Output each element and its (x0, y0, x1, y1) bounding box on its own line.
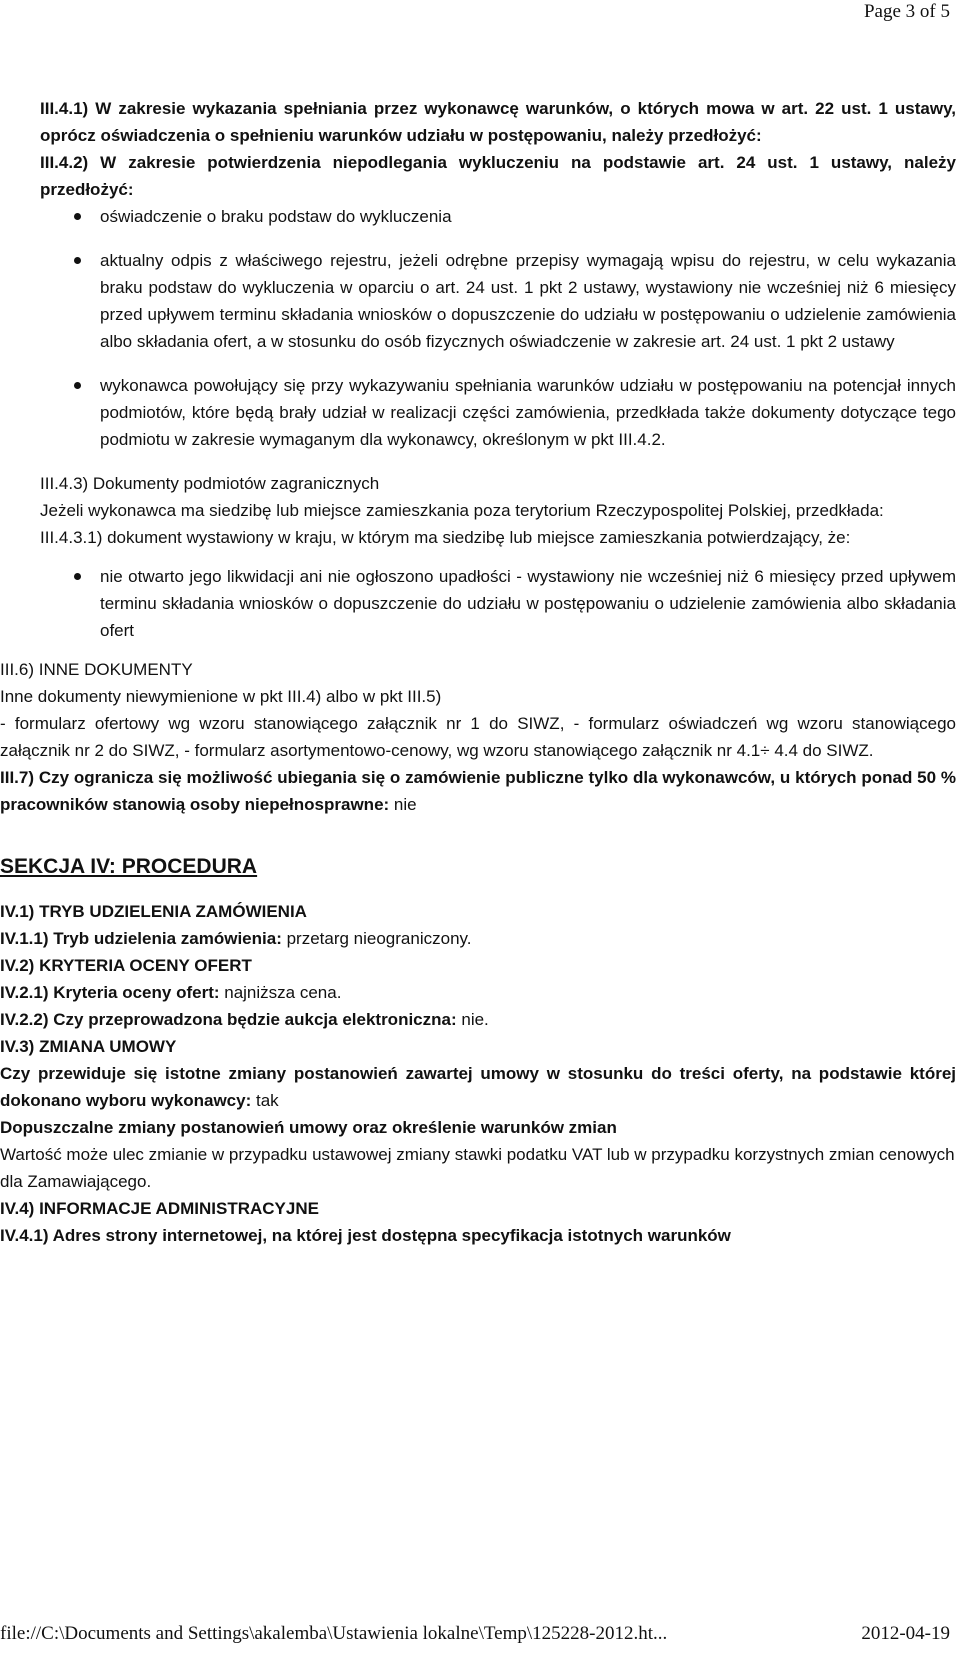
page-footer (0, 1622, 960, 1646)
para-foreign-entities: Jeżeli wykonawca ma siedzibę lub miejsce zamieszkania poza terytorium Rzeczypospolitej Polskiej, przedkłada: (40, 501, 884, 520)
para-iii-6: III.6) INNE DOKUMENTY (0, 660, 193, 679)
list-item: oświadczenie o braku podstaw do wykluczenia (40, 203, 956, 230)
para-other-docs: Inne dokumenty niewymienione w pkt III.4) albo w pkt III.5) (0, 687, 442, 706)
para-iv-2-1 (0, 979, 956, 1006)
bullet-list-foreign (40, 563, 956, 644)
para-forms-list: - formularz ofertowy wg wzoru stanowiącego załącznik nr 1 do SIWZ, - formularz oświadczeń wg wzoru stanowiącego załącznik nr 2 do SIWZ, - formularz asortymentowo-cenowy, wg wzoru stanowiącego załącznik nr 4.1÷ 4.4 do SIWZ. (0, 714, 956, 760)
field-value: nie (389, 795, 417, 814)
field-label: Czy przewiduje się istotne zmiany postanowień zawartej umowy w stosunku do treści oferty, na podstawie której dokonano wyboru wykonawcy: (0, 1064, 956, 1110)
heading-iv-2: IV.2) KRYTERIA OCENY OFERT (0, 956, 252, 975)
page-number: Page 3 of 5 (863, 1, 950, 22)
para-value-change: Wartość może ulec zmianie w przypadku ustawowej zmiany stawki podatku VAT lub w przypadku korzystnych zmian cenowych dla Zamawiającego. (0, 1145, 955, 1191)
para-iii-4-3-1: III.4.3.1) dokument wystawiony w kraju, w którym ma siedzibę lub miejsce zamieszkania potwierdzający, że: (40, 528, 851, 547)
heading-allowed-changes: Dopuszczalne zmiany postanowień umowy oraz określenie warunków zmian (0, 1118, 617, 1137)
field-label: IV.2.2) Czy przeprowadzona będzie aukcja elektroniczna: (0, 1010, 457, 1029)
para-iii-7 (0, 764, 956, 818)
para-iv-1-1 (0, 925, 956, 952)
document-body (0, 95, 956, 1249)
section-iii-4-block (0, 95, 956, 644)
list-item: aktualny odpis z właściwego rejestru, jeżeli odrębne przepisy wymagają wpisu do rejestru, w celu wykazania braku podstaw do wykluczenia w oparciu o art. 24 ust. 1 pkt 2 ustawy, wystawiony nie wcześniej niż 6 miesięcy przed upływem terminu składania wniosków o dopuszczenie do udziału w postępowaniu o udzielenie zamówienia albo składania ofert, a w stosunku do osób fizycznych oświadczenie w zakresie art. 24 ust. 1 pkt 2 ustawy (40, 247, 956, 355)
heading-iv-1: IV.1) TRYB UDZIELENIA ZAMÓWIENIA (0, 902, 307, 921)
field-value: przetarg nieograniczony. (281, 929, 472, 948)
file-path: file://C:\Documents and Settings\akalemba\Ustawienia lokalne\Temp\125228-2012.ht... (0, 1623, 668, 1644)
field-value: nie. (456, 1010, 489, 1029)
section-title: SEKCJA IV: PROCEDURA (0, 855, 258, 878)
field-value: tak (251, 1091, 279, 1110)
para-iii-4-1: III.4.1) W zakresie wykazania spełniania przez wykonawcę warunków, o których mowa w art. 22 ust. 1 ustawy, oprócz oświadczenia o spełnieniu warunków udziału w postępowaniu, należy przedłożyć: (40, 99, 956, 145)
print-date: 2012-04-19 (861, 1623, 950, 1644)
field-label: III.7) Czy ogranicza się możliwość ubiegania się o zamówienie publiczne tylko dla wykonawców, u których ponad 50 % pracowników stanowią osoby niepełnosprawne: (0, 768, 956, 814)
para-iv-4-1: IV.4.1) Adres strony internetowej, na której jest dostępna specyfikacja istotnych warunków (0, 1226, 731, 1245)
field-label: IV.1.1) Tryb udzielenia zamówienia: (0, 929, 282, 948)
field-value: najniższa cena. (219, 983, 342, 1002)
heading-iv-3: IV.3) ZMIANA UMOWY (0, 1037, 177, 1056)
field-label: IV.2.1) Kryteria oceny ofert: (0, 983, 220, 1002)
list-item: nie otwarto jego likwidacji ani nie ogłoszono upadłości - wystawiony nie wcześniej niż 6 miesięcy przed upływem terminu składania wniosków o dopuszczenie do udziału w postępowaniu o udzielenie zamówienia albo składania ofert (40, 563, 956, 644)
list-item: wykonawca powołujący się przy wykazywaniu spełniania warunków udziału w postępowaniu na potencjał innych podmiotów, które będą brały udział w realizacji części zamówienia, przedkłada także dokumenty dotyczące tego podmiotu w zakresie wymaganym dla wykonawcy, określonym w pkt III.4.2. (40, 372, 956, 453)
para-iv-2-2 (0, 1006, 956, 1033)
para-contract-changes (0, 1060, 956, 1114)
para-iii-4-2: III.4.2) W zakresie potwierdzenia niepodlegania wykluczeniu na podstawie art. 24 ust. 1 ustawy, należy przedłożyć: (40, 153, 956, 199)
heading-iv-4: IV.4) INFORMACJE ADMINISTRACYJNE (0, 1199, 319, 1218)
bullet-list-exclusion (40, 203, 956, 453)
para-iii-4-3: III.4.3) Dokumenty podmiotów zagranicznych (40, 474, 380, 493)
